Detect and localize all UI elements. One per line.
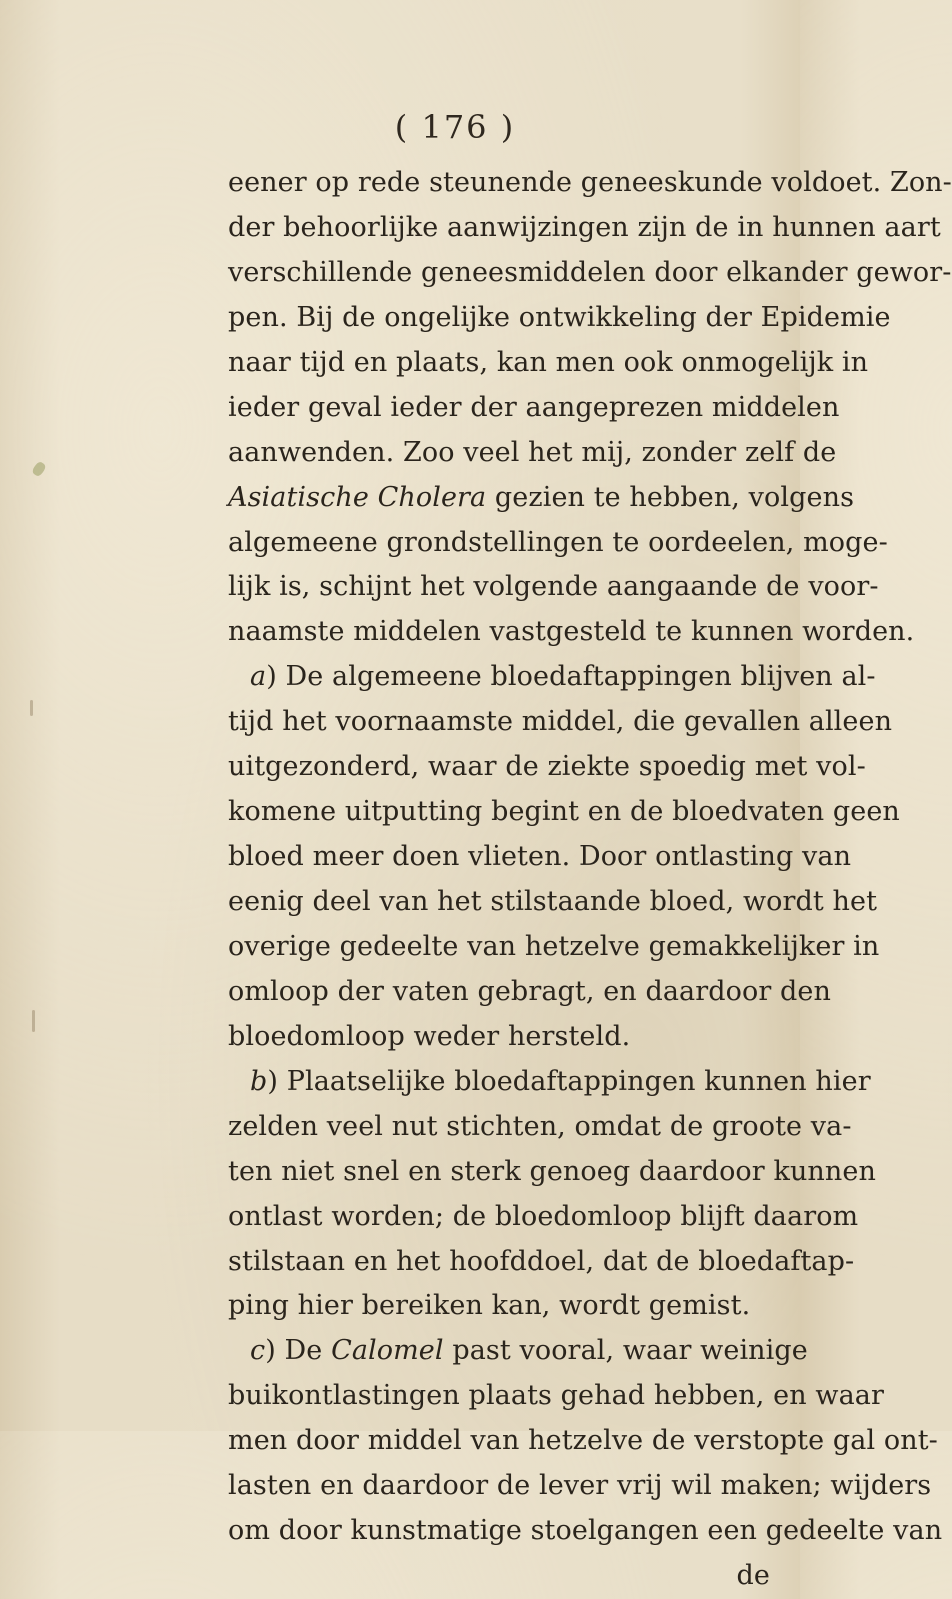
text-line: eenig deel van het stilstaande bloed, wordt het <box>228 886 878 917</box>
text-line: algemeene grondstellingen te oordeelen, moge- <box>228 526 888 558</box>
text-line: bloedomloop weder hersteld. <box>228 1020 631 1052</box>
text-line: ontlast worden; de bloedomloop blijft daarom <box>228 1200 859 1232</box>
text-line: buikontlastingen plaats gehad hebben, en waar <box>228 1380 885 1412</box>
text-line: stilstaan en het hoofddoel, dat de bloedaftap- <box>228 1245 855 1277</box>
text-line: lasten en daardoor de lever vrij wil maken; wijders <box>228 1470 932 1502</box>
catchword: de <box>736 1560 770 1592</box>
text-line: zelden veel nut stichten, omdat de groote va- <box>228 1110 852 1142</box>
text-line: pen. Bij de ongelijke ontwikkeling der Epidemie <box>228 301 891 333</box>
text-line: overige gedeelte van hetzelve gemakkelijker in <box>228 930 880 962</box>
text-line: omloop der vaten gebragt, en daardoor den <box>228 975 831 1007</box>
page-number: ( 176 ) <box>394 108 516 146</box>
text-line: naar tijd en plaats, kan men ook onmogelijk in <box>228 346 869 378</box>
body-text <box>228 161 952 1599</box>
margin-stain <box>31 460 47 477</box>
text-line: Asiatische Cholera gezien te hebben, volgens <box>228 481 855 513</box>
text-line: komene uitputting begint en de bloedvaten geen <box>228 796 900 828</box>
margin-spot <box>32 1010 35 1032</box>
text-line: uitgezonderd, waar de ziekte spoedig met vol- <box>228 751 866 783</box>
text-line: b) Plaatselijke bloedaftappingen kunnen hier <box>250 1065 871 1097</box>
text-line: lijk is, schijnt het volgende aangaande de voor- <box>228 571 879 603</box>
text-line: der behoorlijke aanwijzingen zijn de in hunnen aart <box>228 211 941 243</box>
text-line: ping hier bereiken kan, wordt gemist. <box>228 1290 751 1322</box>
text-line: om door kunstmatige stoelgangen een gedeelte van <box>228 1515 943 1547</box>
text-line: naamste middelen vastgesteld te kunnen worden. <box>228 616 915 648</box>
text-line: men door middel van hetzelve de verstopte gal ont- <box>228 1425 938 1457</box>
text-line: aanwenden. Zoo veel het mij, zonder zelf de <box>228 436 837 468</box>
text-line: c) De Calomel past vooral, waar weinige <box>250 1335 808 1367</box>
text-line: ten niet snel en sterk genoeg daardoor kunnen <box>228 1155 876 1187</box>
text-line: eener op rede steunende geneeskunde voldoet. Zon- <box>228 167 952 198</box>
text-line: ieder geval ieder der aangeprezen middelen <box>228 391 840 423</box>
margin-spot <box>30 700 33 716</box>
text-line: bloed meer doen vlieten. Door ontlasting van <box>228 841 852 873</box>
text-line: tijd het voornaamste middel, die gevallen alleen <box>228 706 893 738</box>
text-line: verschillende geneesmiddelen door elkander gewor- <box>228 256 952 288</box>
text-line: a) De algemeene bloedaftappingen blijven al- <box>250 661 876 693</box>
